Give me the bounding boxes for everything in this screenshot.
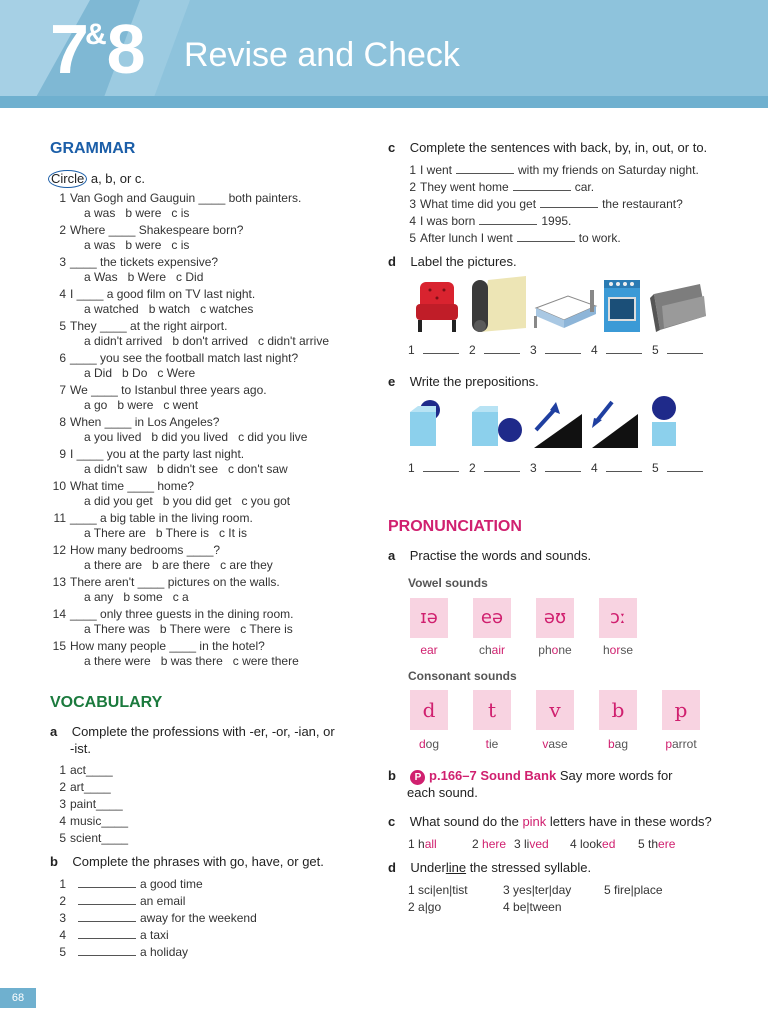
word-pink-part: all [424, 837, 437, 851]
sound-word [588, 737, 648, 751]
unit-number: 7&8 [50, 10, 142, 88]
answer-blank [517, 231, 575, 242]
phonetic-symbol: ɔː [610, 607, 626, 628]
picture-number: 5 [652, 343, 659, 357]
syllable-word-item [604, 882, 663, 898]
question-number: 7 [59, 383, 66, 397]
picture-blank [652, 460, 703, 476]
question-number: 9 [59, 447, 66, 461]
picture-blank [591, 342, 642, 358]
item-number: 1 [59, 877, 66, 891]
phonetic-symbol: d [422, 698, 436, 722]
answer-blank [545, 343, 581, 354]
question-text: How many bedrooms ____? [70, 543, 221, 557]
phrase-item [48, 927, 169, 943]
word-part: th [648, 837, 659, 851]
vowel-sound-card [473, 598, 511, 638]
grammar-question [48, 383, 267, 398]
profession-item [48, 779, 111, 795]
question-text: We ____ to Istanbul three years ago. [70, 383, 267, 397]
word-part: look [580, 837, 603, 851]
consonant-sounds-title: Consonant sounds [408, 669, 517, 683]
question-number: 12 [52, 543, 66, 557]
word-pink-part: here [482, 837, 507, 851]
item-number: 5 [409, 231, 416, 245]
question-text: ____ only three guests in the dining room. [70, 607, 294, 621]
syllable-word: yes|ter|day [513, 883, 572, 897]
item-number: 3 [514, 837, 525, 851]
word-part: se [620, 643, 634, 657]
question-text: ____ a big table in the living room. [70, 511, 253, 525]
grammar-question [48, 479, 194, 494]
vocab-e-instruction: e Write the prepositions. [388, 374, 539, 389]
picture-blank [469, 342, 520, 358]
sound-word [525, 643, 585, 657]
phonetic-symbol: ɪə [420, 607, 438, 628]
question-options: a There was b There were c There is [84, 622, 293, 636]
answer-blank [606, 343, 642, 354]
item-text: act____ [70, 763, 113, 777]
item-number: 5 [59, 831, 66, 845]
answer-blank [479, 214, 537, 225]
question-number: 1 [59, 191, 66, 205]
item-text: art____ [70, 780, 111, 794]
pron-b-instruction-cont: each sound. [407, 785, 478, 800]
word-pink-part: or [609, 643, 621, 657]
grammar-question [48, 543, 220, 558]
item-number: 1 [408, 837, 419, 851]
pron-b-instruction: b P p.166–7 Sound Bank Say more words for [388, 768, 673, 783]
box-ball-above-icon [652, 396, 676, 446]
phrase-item [48, 910, 257, 926]
item-text: music____ [70, 814, 129, 828]
grammar-question [48, 575, 280, 590]
item-text: scient____ [70, 831, 129, 845]
answer-blank [545, 461, 581, 472]
sofa-icon [650, 284, 706, 332]
sentence-end: car. [574, 180, 595, 194]
item-number: 3 [503, 883, 514, 897]
item-text: paint____ [70, 797, 123, 811]
profession-item [48, 830, 128, 846]
item-number: 2 [472, 837, 483, 851]
item-number: 2 [408, 900, 419, 914]
slope-arrow-up-icon [534, 402, 582, 448]
syllable-word-item [408, 882, 468, 898]
item-number: 1 [59, 763, 66, 777]
word-pink-part: ved [529, 837, 549, 851]
vowel-sound-card [599, 598, 637, 638]
answer-blank [606, 461, 642, 472]
question-text: ____ you see the football match last night? [70, 351, 299, 365]
word-part: arrot [672, 737, 697, 751]
header-stripe [0, 96, 768, 108]
syllable-word: a|go [418, 900, 442, 914]
picture-number: 4 [591, 343, 598, 357]
word-part: ph [538, 643, 552, 657]
question-text: Where ____ Shakespeare born? [70, 223, 244, 237]
question-text: I ____ you at the party last night. [70, 447, 245, 461]
question-options: a did you get b you did get c you got [84, 494, 291, 508]
sentence-end: with my friends on Saturday night. [518, 163, 699, 177]
word-pink-part: d [418, 737, 426, 751]
sound-word [462, 737, 522, 751]
syllable-word: fire|place [614, 883, 663, 897]
word-pink-part: t [485, 737, 489, 751]
item-number: 4 [409, 214, 416, 228]
picture-blank [530, 460, 581, 476]
furniture-pictures [410, 276, 710, 336]
profession-item [48, 813, 128, 829]
consonant-sound-card [473, 690, 511, 730]
picture-number: 3 [530, 343, 537, 357]
grammar-question [48, 287, 255, 302]
cooker-icon [604, 280, 640, 332]
sentence-end: to work. [578, 231, 621, 245]
question-options: a didn't saw b didn't see c don't saw [84, 462, 288, 476]
word-part: li [524, 837, 530, 851]
item-number: 2 [59, 780, 66, 794]
grammar-question [48, 607, 293, 622]
question-number: 11 [53, 511, 66, 525]
rug-icon [472, 276, 526, 332]
item-number: 1 [408, 883, 419, 897]
page-number: 68 [0, 988, 36, 1008]
vocab-d-instruction: d Label the pictures. [388, 254, 517, 269]
sound-word-item [638, 836, 675, 852]
answer-blank [423, 343, 459, 354]
picture-number: 3 [530, 461, 537, 475]
grammar-question [48, 447, 244, 462]
pron-c-instruction: c What sound do the pink letters have in these words? [388, 814, 712, 829]
grammar-instruction: Circle a, b, or c. [48, 170, 145, 188]
grammar-question [48, 511, 253, 526]
grammar-title: GRAMMAR [50, 140, 136, 157]
question-options: a any b some c a [84, 590, 189, 604]
question-text: What time ____ home? [70, 479, 195, 493]
word-pink-part: o [551, 643, 559, 657]
preposition-pictures [406, 394, 706, 450]
answer-blank [423, 461, 459, 472]
question-options: a watched b watch c watches [84, 302, 254, 316]
question-options: a go b were c went [84, 398, 199, 412]
phonetic-symbol: eə [480, 607, 504, 628]
grammar-question [48, 255, 218, 270]
item-number: 3 [59, 797, 66, 811]
question-options: a there are b are there c are they [84, 558, 273, 572]
sound-word [588, 643, 648, 657]
word-pink-part: ed [602, 837, 616, 851]
pronunciation-title: PRONUNCIATION [388, 518, 522, 535]
question-text: I ____ a good film on TV last night. [70, 287, 256, 301]
picture-number: 1 [408, 343, 415, 357]
question-text: They ____ at the right airport. [70, 319, 228, 333]
phrase-item [48, 944, 188, 960]
consonant-sound-card [410, 690, 448, 730]
phonetic-symbol: t [487, 698, 497, 722]
sound-word [525, 737, 585, 751]
item-text: away for the weekend [140, 911, 257, 925]
page-title: Revise and Check [184, 36, 460, 74]
answer-blank [667, 461, 703, 472]
word-part: h [602, 643, 610, 657]
sentence-start: I went [420, 163, 453, 177]
word-part: ne [558, 643, 572, 657]
question-number: 13 [52, 575, 66, 589]
grammar-question [48, 415, 219, 430]
word-part: ch [478, 643, 492, 657]
word-part: ag [614, 737, 629, 751]
slope-arrow-down-icon [592, 402, 638, 448]
sound-bank-badge-icon: P [410, 770, 425, 785]
item-number: 5 [604, 883, 615, 897]
item-text: a holiday [140, 945, 189, 959]
pron-d-instruction: d Underline the stressed syllable. [388, 860, 592, 875]
item-number: 5 [59, 945, 66, 959]
sound-bank-link[interactable]: p.166–7 Sound Bank [429, 768, 557, 783]
picture-blank [408, 342, 459, 358]
vowel-sound-card [536, 598, 574, 638]
question-text: Van Gogh and Gauguin ____ both painters. [70, 191, 302, 205]
word-pink-part: air [491, 643, 506, 657]
item-text: an email [140, 894, 186, 908]
question-number: 5 [59, 319, 66, 333]
question-number: 6 [59, 351, 66, 365]
sound-word [399, 643, 459, 657]
vowel-sounds-title: Vowel sounds [408, 576, 488, 590]
answer-blank [456, 163, 514, 174]
phonetic-symbol: əʊ [543, 607, 567, 628]
vocabulary-title: VOCABULARY [50, 694, 163, 711]
phonetic-symbol: b [611, 698, 625, 722]
item-number: 2 [409, 180, 416, 194]
sound-word-item [408, 836, 437, 852]
question-number: 2 [59, 223, 66, 237]
sentence-start: I was born [420, 214, 476, 228]
item-number: 1 [409, 163, 416, 177]
profession-item [48, 796, 123, 812]
question-text: ____ the tickets expensive? [70, 255, 219, 269]
sentence-item [398, 230, 621, 246]
word-part: og [425, 737, 440, 751]
picture-number: 4 [591, 461, 598, 475]
picture-number: 2 [469, 343, 476, 357]
consonant-sound-card [599, 690, 637, 730]
word-pink-part: ere [658, 837, 676, 851]
answer-blank [513, 180, 571, 191]
bed-icon [534, 290, 596, 328]
question-options: a you lived b did you lived c did you live [84, 430, 308, 444]
item-text: a taxi [140, 928, 169, 942]
item-number: 3 [409, 197, 416, 211]
answer-blank [667, 343, 703, 354]
syllable-word: sci|en|tist [418, 883, 468, 897]
word-pink-part: v [542, 737, 549, 751]
profession-item [48, 762, 113, 778]
question-options: a Did b Do c Were [84, 366, 196, 380]
phonetic-symbol: p [674, 698, 688, 722]
answer-blank [484, 343, 520, 354]
answer-blank [484, 461, 520, 472]
picture-blank [591, 460, 642, 476]
item-number: 3 [59, 911, 66, 925]
grammar-question [48, 223, 243, 238]
question-options: a was b were c is [84, 206, 190, 220]
item-number: 4 [503, 900, 514, 914]
sound-word-item [472, 836, 506, 852]
question-text: There aren't ____ pictures on the walls. [70, 575, 280, 589]
word-pink-part: ear [420, 643, 438, 657]
sentence-start: What time did you get [420, 197, 537, 211]
grammar-question [48, 319, 227, 334]
box-ball-next-icon [472, 406, 522, 446]
question-number: 10 [52, 479, 66, 493]
picture-number: 5 [652, 461, 659, 475]
sentence-end: 1995. [541, 214, 572, 228]
vocab-b-instruction: b Complete the phrases with go, have, or get. [50, 854, 324, 869]
answer-blank [540, 197, 598, 208]
sound-word [399, 737, 459, 751]
phonetic-symbol: v [549, 698, 561, 722]
question-number: 4 [59, 287, 66, 301]
syllable-word: be|tween [513, 900, 562, 914]
consonant-sound-card [536, 690, 574, 730]
answer-blank [78, 877, 136, 888]
answer-blank [78, 945, 136, 956]
syllable-word-item [503, 899, 562, 915]
picture-blank [469, 460, 520, 476]
sentence-item [398, 196, 683, 212]
sentence-item [398, 213, 571, 229]
sentence-item [398, 179, 594, 195]
question-options: a didn't arrived b don't arrived c didn't arrive [84, 334, 329, 348]
word-pink-part: b [607, 737, 615, 751]
question-number: 3 [59, 255, 66, 269]
word-pink-part: p [665, 737, 672, 751]
word-part: ase [548, 737, 568, 751]
sound-word [462, 643, 522, 657]
word-part: h [418, 837, 425, 851]
question-options: a Was b Were c Did [84, 270, 204, 284]
answer-blank [78, 911, 136, 922]
grammar-question [48, 639, 265, 654]
vocab-a-instruction-cont: -ist. [70, 741, 91, 756]
sound-word-item [570, 836, 615, 852]
picture-blank [652, 342, 703, 358]
grammar-question [48, 191, 301, 206]
question-number: 14 [52, 607, 66, 621]
consonant-sound-card [662, 690, 700, 730]
vocab-a-instruction: a Complete the professions with -er, -or, -ian, or [50, 724, 335, 739]
syllable-word-item [408, 899, 441, 915]
question-number: 15 [52, 639, 66, 653]
item-number: 4 [570, 837, 581, 851]
question-text: How many people ____ in the hotel? [70, 639, 265, 653]
item-text: a good time [140, 877, 203, 891]
circle-word: Circle [48, 170, 87, 188]
item-number: 4 [59, 928, 66, 942]
armchair-icon [416, 282, 458, 332]
box-ball-on-icon [410, 400, 440, 446]
sentence-end: the restaurant? [602, 197, 683, 211]
question-text: When ____ in Los Angeles? [70, 415, 220, 429]
sentence-start: They went home [420, 180, 509, 194]
sound-word-item [514, 836, 549, 852]
answer-blank [78, 894, 136, 905]
vowel-sound-card [410, 598, 448, 638]
picture-blank [530, 342, 581, 358]
item-number: 5 [638, 837, 649, 851]
sentence-start: After lunch I went [420, 231, 513, 245]
item-number: 4 [59, 814, 66, 828]
phrase-item [48, 876, 203, 892]
question-options: a There are b There is c It is [84, 526, 247, 540]
item-number: 2 [59, 894, 66, 908]
question-options: a there were b was there c were there [84, 654, 299, 668]
sound-word [651, 737, 711, 751]
phrase-item [48, 893, 185, 909]
picture-number: 2 [469, 461, 476, 475]
grammar-c-instruction: c Complete the sentences with back, by, in, out, or to. [388, 140, 708, 155]
grammar-question [48, 351, 298, 366]
picture-blank [408, 460, 459, 476]
sentence-item [398, 162, 699, 178]
picture-number: 1 [408, 461, 415, 475]
question-options: a was b were c is [84, 238, 190, 252]
question-number: 8 [59, 415, 66, 429]
syllable-word-item [503, 882, 571, 898]
pron-a-instruction: a Practise the words and sounds. [388, 548, 592, 563]
page-header [0, 0, 768, 108]
word-part: ie [489, 737, 499, 751]
answer-blank [78, 928, 136, 939]
